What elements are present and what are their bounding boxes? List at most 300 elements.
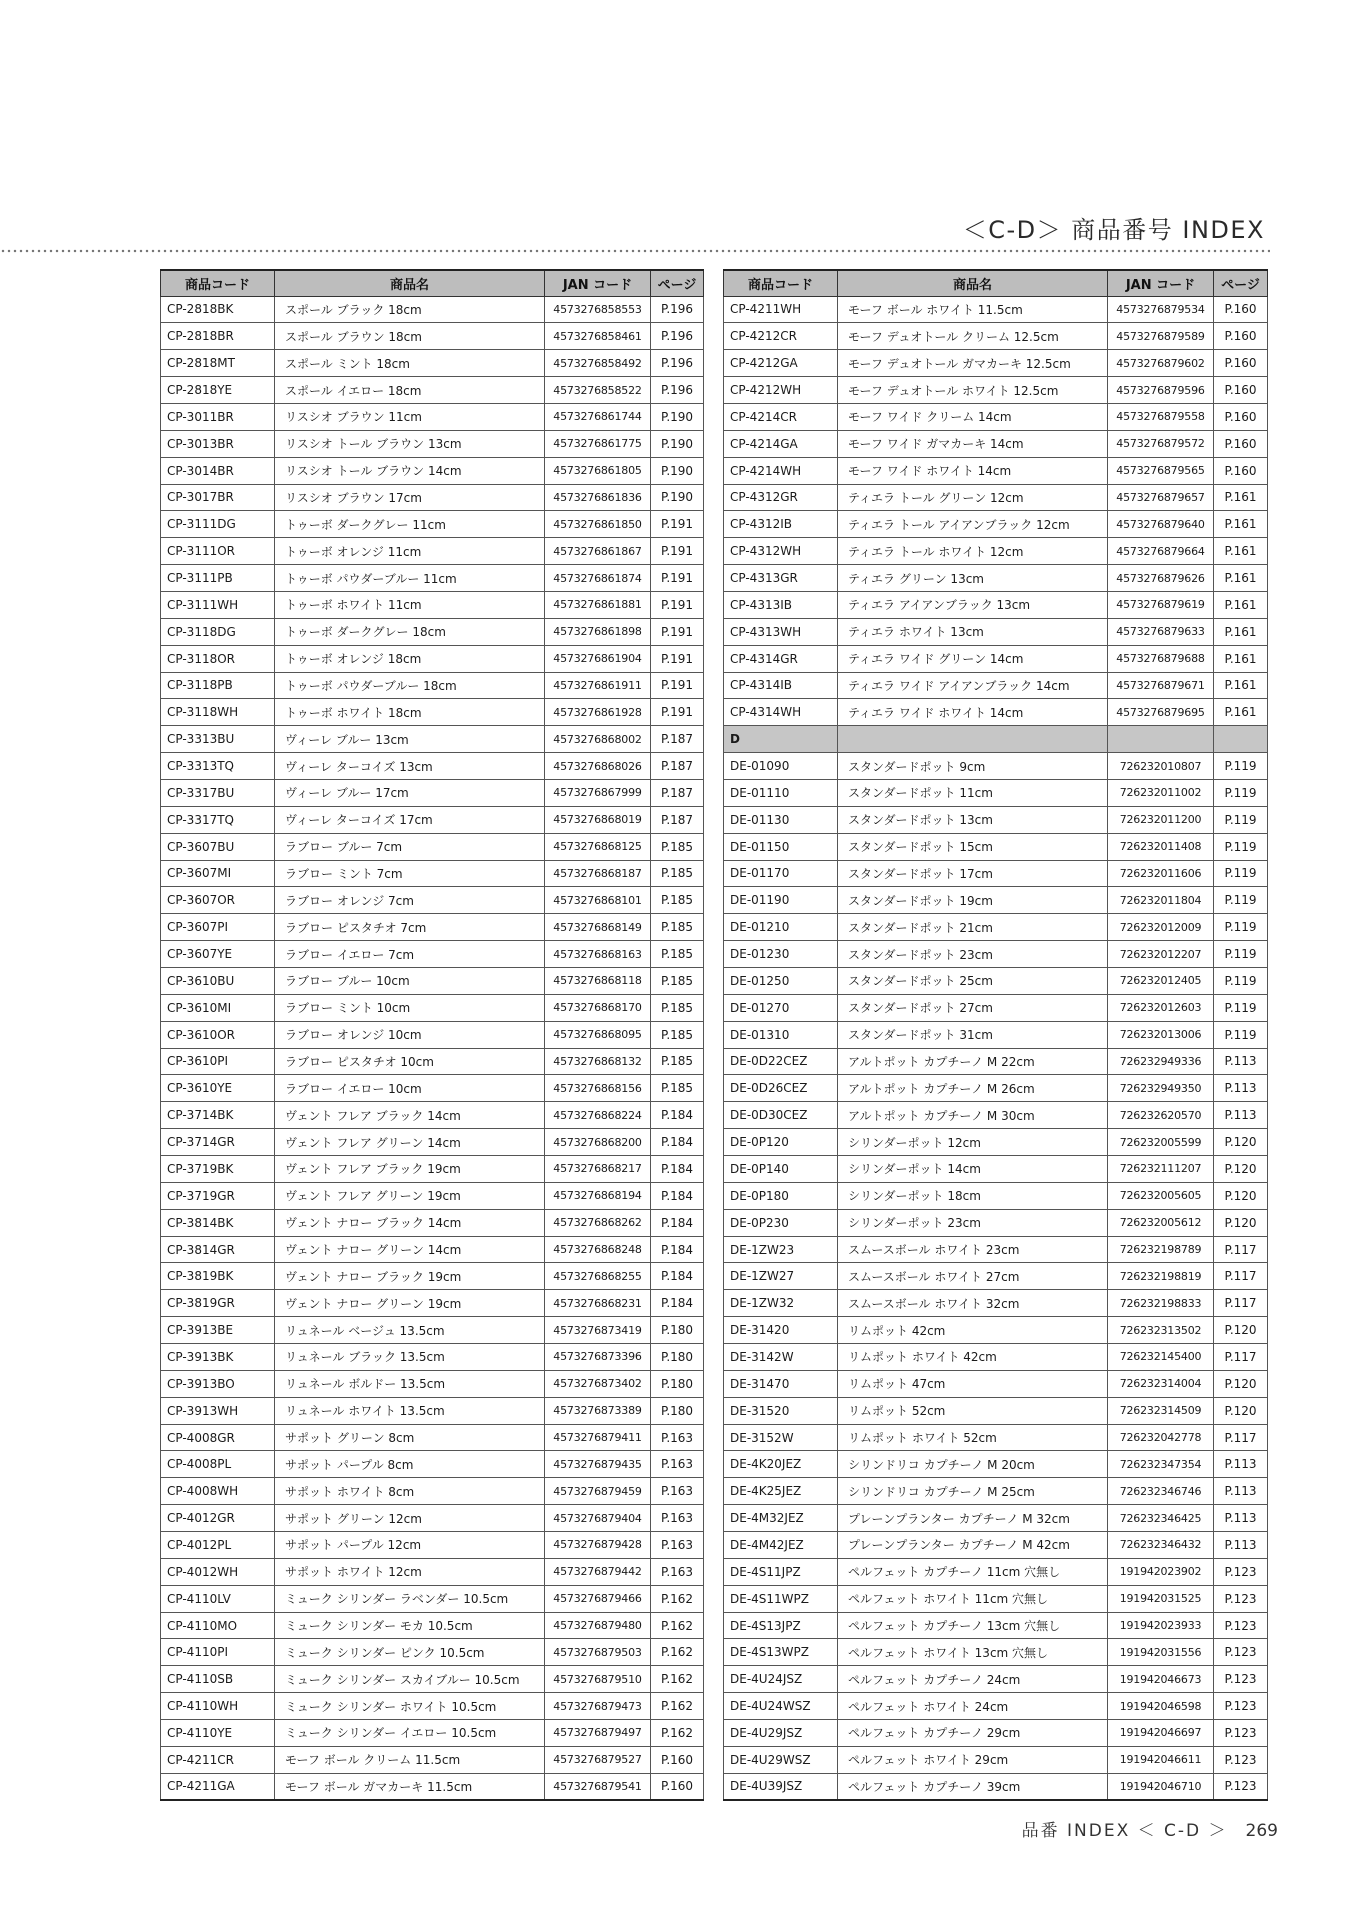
cell-product-name: モーフ ボール ホワイト 11.5cm (838, 296, 1108, 323)
cell-page-ref: P.163 (651, 1478, 704, 1505)
cell-page-ref: P.185 (651, 1075, 704, 1102)
cell-product-code: DE-4S13JPZ (724, 1612, 838, 1639)
cell-page-ref: P.120 (1214, 1209, 1268, 1236)
cell-page-ref: P.117 (1214, 1344, 1268, 1371)
cell-product-name: スタンダードポット 15cm (838, 833, 1108, 860)
cell-jan-code: 726232011804 (1108, 887, 1214, 914)
cell-product-code: CP-4214GA (724, 430, 838, 457)
cell-jan-code: 4573276861805 (545, 457, 651, 484)
cell-product-code: DE-01250 (724, 967, 838, 994)
cell-product-name: スポール ミント 18cm (275, 350, 545, 377)
table-header-row (161, 270, 704, 296)
cell-product-code: DE-0D22CEZ (724, 1048, 838, 1075)
table-row (161, 323, 704, 350)
table-row (161, 806, 704, 833)
cell-page-ref: P.161 (1214, 484, 1268, 511)
cell-jan-code: 4573276858492 (545, 350, 651, 377)
table-row (724, 1129, 1268, 1156)
cell-product-name: リスシオ トール ブラウン 13cm (275, 430, 545, 457)
cell-page-ref: P.161 (1214, 565, 1268, 592)
cell-product-code: CP-4012WH (161, 1558, 275, 1585)
cell-jan-code: 4573276879640 (1108, 511, 1214, 538)
cell-product-code: CP-3610OR (161, 1021, 275, 1048)
cell-product-name: ヴェント ナロー グリーン 19cm (275, 1290, 545, 1317)
cell-product-code: CP-3913BK (161, 1344, 275, 1371)
cell-page-ref: P.184 (651, 1156, 704, 1183)
table-row (161, 672, 704, 699)
cell-product-name: サポット グリーン 8cm (275, 1424, 545, 1451)
cell-product-code: CP-3607MI (161, 860, 275, 887)
table-row (161, 565, 704, 592)
cell-product-name: ペルフェット カプチーノ 11cm 穴無し (838, 1558, 1108, 1585)
cell-page-ref: P.187 (651, 779, 704, 806)
table-row (724, 833, 1268, 860)
cell-product-code: CP-3819BK (161, 1263, 275, 1290)
cell-product-code: CP-3118WH (161, 699, 275, 726)
table-row (161, 941, 704, 968)
cell-jan-code: 4573276879411 (545, 1424, 651, 1451)
cell-jan-code: 726232949336 (1108, 1048, 1214, 1075)
cell-jan-code: 4573276861867 (545, 538, 651, 565)
cell-jan-code: 4573276868002 (545, 726, 651, 753)
table-row (161, 1585, 704, 1612)
cell-page-ref: P.196 (651, 350, 704, 377)
cell-product-name: シリンダーポット 23cm (838, 1209, 1108, 1236)
cell-product-code: DE-0P120 (724, 1129, 838, 1156)
cell-product-name: ティエラ ワイド ホワイト 14cm (838, 699, 1108, 726)
cell-page-ref: P.120 (1214, 1317, 1268, 1344)
table-row (724, 1585, 1268, 1612)
cell-product-code: DE-3142W (724, 1344, 838, 1371)
cell-product-code: CP-4212WH (724, 377, 838, 404)
cell-jan-code: 4573276879558 (1108, 403, 1214, 430)
cell-product-code: CP-3111DG (161, 511, 275, 538)
cell-jan-code: 4573276879619 (1108, 591, 1214, 618)
cell-product-code: CP-2818BK (161, 296, 275, 323)
cell-product-code: CP-4211GA (161, 1773, 275, 1800)
table-row (161, 1746, 704, 1773)
table-row (724, 1397, 1268, 1424)
cell-page-ref: P.123 (1214, 1773, 1268, 1800)
cell-product-code: CP-4314GR (724, 645, 838, 672)
table-row (724, 1505, 1268, 1532)
cell-page-ref: P.113 (1214, 1075, 1268, 1102)
cell-jan-code: 4573276868132 (545, 1048, 651, 1075)
cell-jan-code: 191942023902 (1108, 1558, 1214, 1585)
cell-product-name: ヴェント フレア グリーン 19cm (275, 1182, 545, 1209)
cell-jan-code: 726232347354 (1108, 1451, 1214, 1478)
cell-product-name: モーフ ワイド ホワイト 14cm (838, 457, 1108, 484)
cell-product-code: DE-4S13WPZ (724, 1639, 838, 1666)
cell-product-name: ミューク シリンダー スカイブルー 10.5cm (275, 1666, 545, 1693)
table-row (161, 1129, 704, 1156)
cell-product-code: CP-3317TQ (161, 806, 275, 833)
table-row (161, 1344, 704, 1371)
table-row (724, 1370, 1268, 1397)
cell-product-name: リムポット 42cm (838, 1317, 1108, 1344)
cell-jan-code: 4573276868187 (545, 860, 651, 887)
table-row (161, 914, 704, 941)
cell-jan-code: 4573276868248 (545, 1236, 651, 1263)
table-row (161, 511, 704, 538)
cell-page-ref: P.123 (1214, 1585, 1268, 1612)
cell-product-name: スタンダードポット 11cm (838, 779, 1108, 806)
cell-page-ref: P.160 (651, 1773, 704, 1800)
table-row (724, 1236, 1268, 1263)
cell-jan-code: 4573276868170 (545, 994, 651, 1021)
cell-page-ref: P.162 (651, 1585, 704, 1612)
product-index-table-right (723, 269, 1268, 1801)
cell-jan-code: 4573276879527 (545, 1746, 651, 1773)
table-row (161, 457, 704, 484)
cell-page-ref: P.117 (1214, 1424, 1268, 1451)
table-row (161, 618, 704, 645)
table-row (161, 1612, 704, 1639)
cell-jan-code: 4573276868163 (545, 941, 651, 968)
cell-product-name: ティエラ ホワイト 13cm (838, 618, 1108, 645)
cell-page-ref: P.185 (651, 1021, 704, 1048)
cell-product-code: CP-4110MO (161, 1612, 275, 1639)
cell-product-name: ヴェント フレア ブラック 14cm (275, 1102, 545, 1129)
cell-jan-code: 4573276861928 (545, 699, 651, 726)
table-row (724, 1666, 1268, 1693)
cell-jan-code: 4573276879695 (1108, 699, 1214, 726)
cell-page-ref: P.185 (651, 860, 704, 887)
cell-page-ref: P.184 (651, 1209, 704, 1236)
cell-jan-code: 4573276861904 (545, 645, 651, 672)
table-row (724, 994, 1268, 1021)
cell-product-name: モーフ ワイド ガマカーキ 14cm (838, 430, 1108, 457)
cell-jan-code: 4573276879466 (545, 1585, 651, 1612)
table-row (161, 699, 704, 726)
cell-page-ref: P.196 (651, 296, 704, 323)
cell-product-name: リムポット ホワイト 42cm (838, 1344, 1108, 1371)
cell-page-ref: P.119 (1214, 887, 1268, 914)
cell-page-ref: P.187 (651, 753, 704, 780)
cell-product-name: ヴェント フレア ブラック 19cm (275, 1156, 545, 1183)
table-row (161, 1290, 704, 1317)
table-row (161, 1666, 704, 1693)
cell-product-code: DE-1ZW23 (724, 1236, 838, 1263)
cell-jan-code: 4573276879541 (545, 1773, 651, 1800)
cell-page-ref: P.123 (1214, 1639, 1268, 1666)
column-header-name: 商品名 (275, 270, 545, 296)
cell-jan-code: 4573276861850 (545, 511, 651, 538)
table-row (161, 753, 704, 780)
cell-product-code: CP-4214CR (724, 403, 838, 430)
cell-product-code: CP-4110YE (161, 1720, 275, 1747)
cell-page-ref: P.162 (651, 1639, 704, 1666)
cell-page-ref: P.163 (651, 1424, 704, 1451)
cell-page-ref: P.161 (1214, 618, 1268, 645)
cell-product-name: ラブロー オレンジ 7cm (275, 887, 545, 914)
cell-jan-code: 726232313502 (1108, 1317, 1214, 1344)
cell-product-name: シリンドリコ カプチーノ M 25cm (838, 1478, 1108, 1505)
cell-page-ref: P.123 (1214, 1558, 1268, 1585)
cell-page-ref: P.160 (651, 1746, 704, 1773)
cell-product-code: CP-3610MI (161, 994, 275, 1021)
cell-jan-code: 4573276868200 (545, 1129, 651, 1156)
cell-page-ref: P.191 (651, 538, 704, 565)
table-row (161, 887, 704, 914)
cell-page-ref: P.120 (1214, 1370, 1268, 1397)
cell-page-ref: P.123 (1214, 1666, 1268, 1693)
cell-product-code: DE-4S11WPZ (724, 1585, 838, 1612)
cell-page-ref: P.113 (1214, 1102, 1268, 1129)
cell-page-ref: P.123 (1214, 1720, 1268, 1747)
table-row (161, 726, 704, 753)
cell-page-ref: P.160 (1214, 457, 1268, 484)
cell-page-ref: P.184 (651, 1129, 704, 1156)
cell-product-code: CP-3610PI (161, 1048, 275, 1075)
cell-product-code: CP-3118OR (161, 645, 275, 672)
cell-product-code: CP-3317BU (161, 779, 275, 806)
cell-product-code: CP-4214WH (724, 457, 838, 484)
cell-page-ref: P.119 (1214, 833, 1268, 860)
cell-page-ref: P.160 (1214, 323, 1268, 350)
cell-page-ref: P.123 (1214, 1612, 1268, 1639)
cell-page-ref: P.160 (1214, 296, 1268, 323)
cell-product-code: CP-4212CR (724, 323, 838, 350)
cell-jan-code: 191942046598 (1108, 1693, 1214, 1720)
cell-product-name: ラブロー ピスタチオ 7cm (275, 914, 545, 941)
cell-jan-code: 4573276858553 (545, 296, 651, 323)
cell-product-code: CP-4313GR (724, 565, 838, 592)
cell-jan-code: 4573276861874 (545, 565, 651, 592)
table-row (161, 1478, 704, 1505)
table-row (161, 1236, 704, 1263)
cell-product-name: スポール ブラウン 18cm (275, 323, 545, 350)
cell-jan-code: 4573276879633 (1108, 618, 1214, 645)
cell-product-name: ヴィーレ ターコイズ 13cm (275, 753, 545, 780)
cell-jan-code: 4573276879435 (545, 1451, 651, 1478)
cell-product-code: CP-3610YE (161, 1075, 275, 1102)
table-row (724, 591, 1268, 618)
cell-product-name: ティエラ トール アイアンブラック 12cm (838, 511, 1108, 538)
table-row (724, 753, 1268, 780)
cell-product-code: CP-3607OR (161, 887, 275, 914)
table-row (724, 1209, 1268, 1236)
table-row (724, 1021, 1268, 1048)
cell-jan-code: 726232620570 (1108, 1102, 1214, 1129)
table-row (161, 1773, 704, 1800)
cell-product-name: ヴェント ナロー ブラック 14cm (275, 1209, 545, 1236)
cell-page-ref: P.160 (1214, 430, 1268, 457)
table-row (161, 1639, 704, 1666)
cell-product-code: CP-3719GR (161, 1182, 275, 1209)
cell-page-ref: P.185 (651, 833, 704, 860)
cell-product-code: CP-3111PB (161, 565, 275, 592)
cell-jan-code: 726232010807 (1108, 753, 1214, 780)
table-row (724, 1773, 1268, 1800)
product-index-table-left (160, 269, 704, 1801)
cell-jan-code: 4573276868224 (545, 1102, 651, 1129)
cell-product-name: ティエラ グリーン 13cm (838, 565, 1108, 592)
cell-jan-code: 191942023933 (1108, 1612, 1214, 1639)
table-row (724, 1263, 1268, 1290)
cell-page-ref: P.117 (1214, 1290, 1268, 1317)
table-row (161, 403, 704, 430)
cell-page-ref: P.161 (1214, 672, 1268, 699)
table-row (724, 1156, 1268, 1183)
cell-product-code: DE-4S11JPZ (724, 1558, 838, 1585)
cell-page-ref: P.163 (651, 1505, 704, 1532)
cell-jan-code: 4573276879589 (1108, 323, 1214, 350)
table-row (724, 457, 1268, 484)
table-row (724, 1424, 1268, 1451)
cell-page-ref (1214, 726, 1268, 753)
cell-product-name: モーフ デュオトール クリーム 12.5cm (838, 323, 1108, 350)
section-row (724, 726, 1268, 753)
cell-page-ref: P.117 (1214, 1236, 1268, 1263)
table-row (724, 860, 1268, 887)
cell-page-ref: P.113 (1214, 1532, 1268, 1559)
footer-title: 品番 INDEX ＜ C-D ＞ (1021, 1821, 1228, 1841)
table-row (724, 1746, 1268, 1773)
cell-product-name: リムポット 47cm (838, 1370, 1108, 1397)
cell-product-code: DE-01090 (724, 753, 838, 780)
cell-product-name: ミューク シリンダー ホワイト 10.5cm (275, 1693, 545, 1720)
table-row (161, 591, 704, 618)
cell-page-ref: P.113 (1214, 1451, 1268, 1478)
cell-jan-code: 4573276868194 (545, 1182, 651, 1209)
cell-jan-code: 4573276868118 (545, 967, 651, 994)
table-row (161, 1720, 704, 1747)
cell-jan-code: 4573276868231 (545, 1290, 651, 1317)
cell-jan-code: 191942046673 (1108, 1666, 1214, 1693)
cell-jan-code: 726232198833 (1108, 1290, 1214, 1317)
cell-jan-code: 726232346432 (1108, 1532, 1214, 1559)
cell-product-name: ヴェント ナロー グリーン 14cm (275, 1236, 545, 1263)
cell-jan-code: 4573276879572 (1108, 430, 1214, 457)
cell-product-name: ラブロー ブルー 10cm (275, 967, 545, 994)
cell-page-ref: P.180 (651, 1317, 704, 1344)
cell-product-name: ラブロー オレンジ 10cm (275, 1021, 545, 1048)
cell-product-code: CP-4312IB (724, 511, 838, 538)
cell-product-name: ペルフェット カプチーノ 39cm (838, 1773, 1108, 1800)
cell-page-ref: P.191 (651, 618, 704, 645)
cell-jan-code: 726232314004 (1108, 1370, 1214, 1397)
cell-product-name: ラブロー ミント 10cm (275, 994, 545, 1021)
cell-product-name: リュネール ホワイト 13.5cm (275, 1397, 545, 1424)
cell-jan-code: 4573276868125 (545, 833, 651, 860)
cell-jan-code: 191942046710 (1108, 1773, 1214, 1800)
table-row (724, 1612, 1268, 1639)
cell-product-code: CP-4313IB (724, 591, 838, 618)
cell-product-name: ペルフェット ホワイト 11cm 穴無し (838, 1585, 1108, 1612)
dotted-divider (0, 249, 1270, 253)
table-row (161, 1370, 704, 1397)
cell-jan-code: 4573276868019 (545, 806, 651, 833)
cell-product-name: スタンダードポット 25cm (838, 967, 1108, 994)
cell-product-code: DE-4U24JSZ (724, 1666, 838, 1693)
cell-jan-code: 4573276861836 (545, 484, 651, 511)
cell-jan-code: 4573276879602 (1108, 350, 1214, 377)
cell-product-code: CP-3017BR (161, 484, 275, 511)
cell-product-code: DE-0P180 (724, 1182, 838, 1209)
cell-jan-code: 726232198789 (1108, 1236, 1214, 1263)
cell-product-code: DE-01230 (724, 941, 838, 968)
cell-page-ref: P.185 (651, 994, 704, 1021)
table-row (161, 967, 704, 994)
cell-jan-code: 726232005605 (1108, 1182, 1214, 1209)
section-label: D (724, 726, 838, 753)
table-row (724, 1693, 1268, 1720)
cell-product-code: CP-3011BR (161, 403, 275, 430)
cell-product-name: スタンダードポット 21cm (838, 914, 1108, 941)
cell-product-code: DE-01130 (724, 806, 838, 833)
cell-product-name: ラブロー ミント 7cm (275, 860, 545, 887)
cell-page-ref: P.190 (651, 403, 704, 430)
cell-product-name: プレーンプランター カプチーノ M 32cm (838, 1505, 1108, 1532)
table-row (724, 296, 1268, 323)
cell-product-code: CP-2818BR (161, 323, 275, 350)
cell-product-code: CP-4110PI (161, 1639, 275, 1666)
cell-jan-code: 4573276879596 (1108, 377, 1214, 404)
cell-product-name: シリンドリコ カプチーノ M 20cm (838, 1451, 1108, 1478)
table-row (161, 860, 704, 887)
cell-product-name: スタンダードポット 31cm (838, 1021, 1108, 1048)
cell-product-name: シリンダーポット 12cm (838, 1129, 1108, 1156)
cell-page-ref: P.119 (1214, 967, 1268, 994)
cell-product-name: サポット ホワイト 12cm (275, 1558, 545, 1585)
table-row (724, 1344, 1268, 1371)
cell-page-ref: P.191 (651, 511, 704, 538)
table-body (161, 296, 704, 1800)
cell-product-code: CP-4312GR (724, 484, 838, 511)
cell-product-name: スタンダードポット 9cm (838, 753, 1108, 780)
table-row (724, 1639, 1268, 1666)
cell-page-ref: P.160 (1214, 403, 1268, 430)
cell-jan-code: 726232005599 (1108, 1129, 1214, 1156)
cell-product-name: スタンダードポット 23cm (838, 941, 1108, 968)
cell-product-name: リスシオ ブラウン 17cm (275, 484, 545, 511)
cell-product-name: スムースボール ホワイト 32cm (838, 1290, 1108, 1317)
cell-page-ref: P.162 (651, 1612, 704, 1639)
table-row (161, 484, 704, 511)
table-row (161, 1505, 704, 1532)
cell-page-ref: P.184 (651, 1102, 704, 1129)
cell-jan-code: 4573276858461 (545, 323, 651, 350)
cell-jan-code: 4573276868255 (545, 1263, 651, 1290)
cell-product-code: DE-4U24WSZ (724, 1693, 838, 1720)
cell-product-code: CP-4008GR (161, 1424, 275, 1451)
table-row (161, 1451, 704, 1478)
cell-jan-code: 726232013006 (1108, 1021, 1214, 1048)
column-header-code: 商品コード (161, 270, 275, 296)
cell-product-name: シリンダーポット 18cm (838, 1182, 1108, 1209)
cell-product-code: CP-4314WH (724, 699, 838, 726)
cell-jan-code: 726232314509 (1108, 1397, 1214, 1424)
table-row (724, 618, 1268, 645)
cell-page-ref: P.185 (651, 1048, 704, 1075)
table-row (724, 350, 1268, 377)
cell-product-name (838, 726, 1108, 753)
cell-page-ref: P.191 (651, 645, 704, 672)
cell-product-name: リムポット 52cm (838, 1397, 1108, 1424)
table-row (724, 1720, 1268, 1747)
column-header-name: 商品名 (838, 270, 1108, 296)
table-row (724, 887, 1268, 914)
cell-product-code: DE-4U39JSZ (724, 1773, 838, 1800)
cell-jan-code: 726232005612 (1108, 1209, 1214, 1236)
table-row (161, 296, 704, 323)
cell-jan-code: 191942031525 (1108, 1585, 1214, 1612)
cell-jan-code: 4573276879565 (1108, 457, 1214, 484)
cell-product-name: モーフ ワイド クリーム 14cm (838, 403, 1108, 430)
table-row (161, 1397, 704, 1424)
cell-product-code: DE-3152W (724, 1424, 838, 1451)
